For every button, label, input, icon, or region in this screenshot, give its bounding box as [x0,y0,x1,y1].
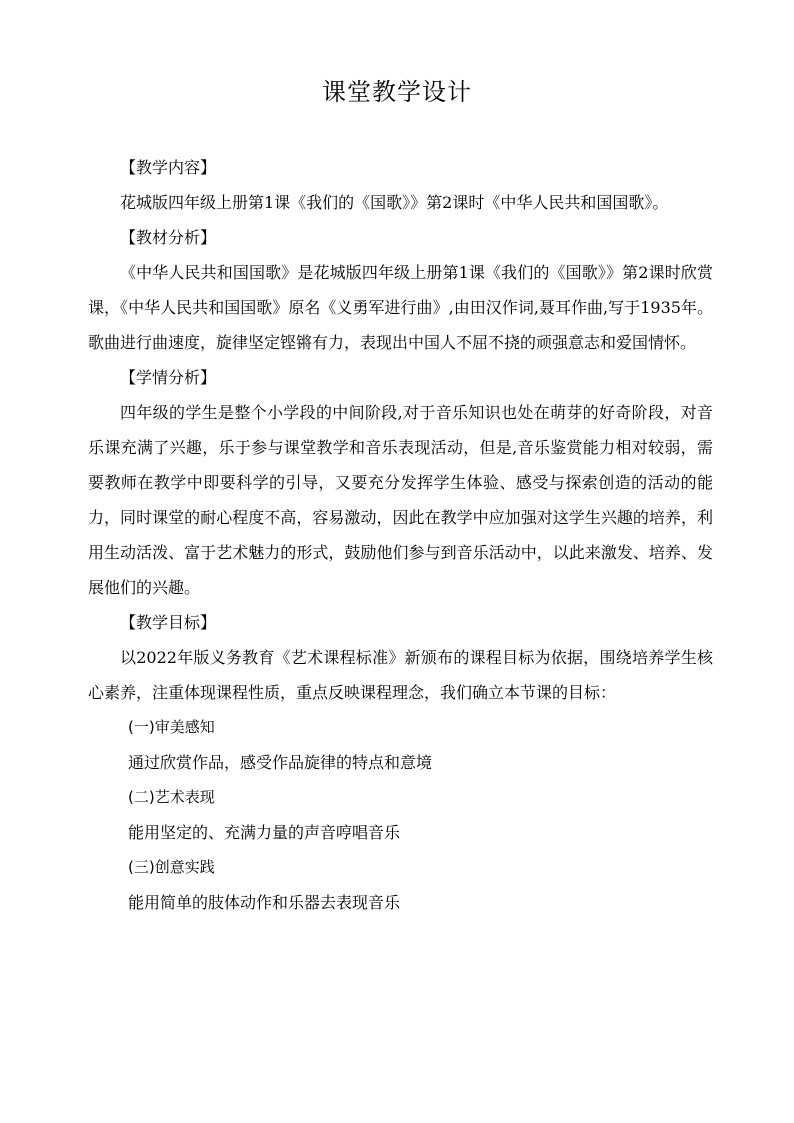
section-heading-material-analysis: 【教材分析】 [120,228,217,247]
section-heading-objectives: 【教学目标】 [120,613,217,632]
section-paragraph-objectives: 以2022年版义务教育《艺术课程标准》新颁布的课程目标为依据，围绕培养学生核心素养，注重体现课程性质，重点反映课程理念，我们确立本节课的目标： [88,648,713,702]
page-title: 课堂教学设计 [322,78,472,106]
section-paragraph-student-analysis: 四年级的学生是整个小学段的中间阶段,对于音乐知识也处在萌芽的好奇阶段，对音乐课充满了兴趣，乐于参与课堂教学和音乐表现活动，但是,音乐鉴赏能力相对较弱，需要教师在教学中即要科学的引导，又要充分发挥学生体验、感受与探索创造的活动的能力，同时课堂的耐心程度不高，容易激动，因此在教学中应加强对这学生兴趣的培养，利用生动活泼、富于艺术魅力的形式，鼓励他们参与到音乐活动中，以此来激发、培养、发展他们的兴趣。 [88,403,713,597]
section-heading-student-analysis: 【学情分析】 [120,368,217,387]
goal-text-creative: 能用简单的肢体动作和乐器去表现音乐 [128,893,401,912]
goal-text-aesthetic: 通过欣赏作品，感受作品旋律的特点和意境 [128,753,433,772]
goal-label-expression: (二)艺术表现 [128,788,215,806]
goal-text-expression: 能用坚定的、充满力量的声音哼唱音乐 [128,823,401,842]
goal-label-aesthetic: (一)审美感知 [128,718,215,736]
section-heading-content: 【教学内容】 [120,158,217,177]
section-paragraph-material-analysis: 《中华人民共和国国歌》是花城版四年级上册第1课《我们的《国歌》》第2课时欣赏课，《中华人民共和国国歌》原名《义勇军进行曲》,由田汉作词,聂耳作曲,写于1935年。歌曲进行曲速度，旋律坚定铿锵有力，表现出中国人不屈不挠的顽强意志和爱国情怀。 [88,263,713,352]
goal-label-creative: (三)创意实践 [128,858,215,876]
section-paragraph-content: 花城版四年级上册第1课《我们的《国歌》》第2课时《中华人民共和国国歌》。 [120,193,669,212]
document-body [88,150,713,920]
